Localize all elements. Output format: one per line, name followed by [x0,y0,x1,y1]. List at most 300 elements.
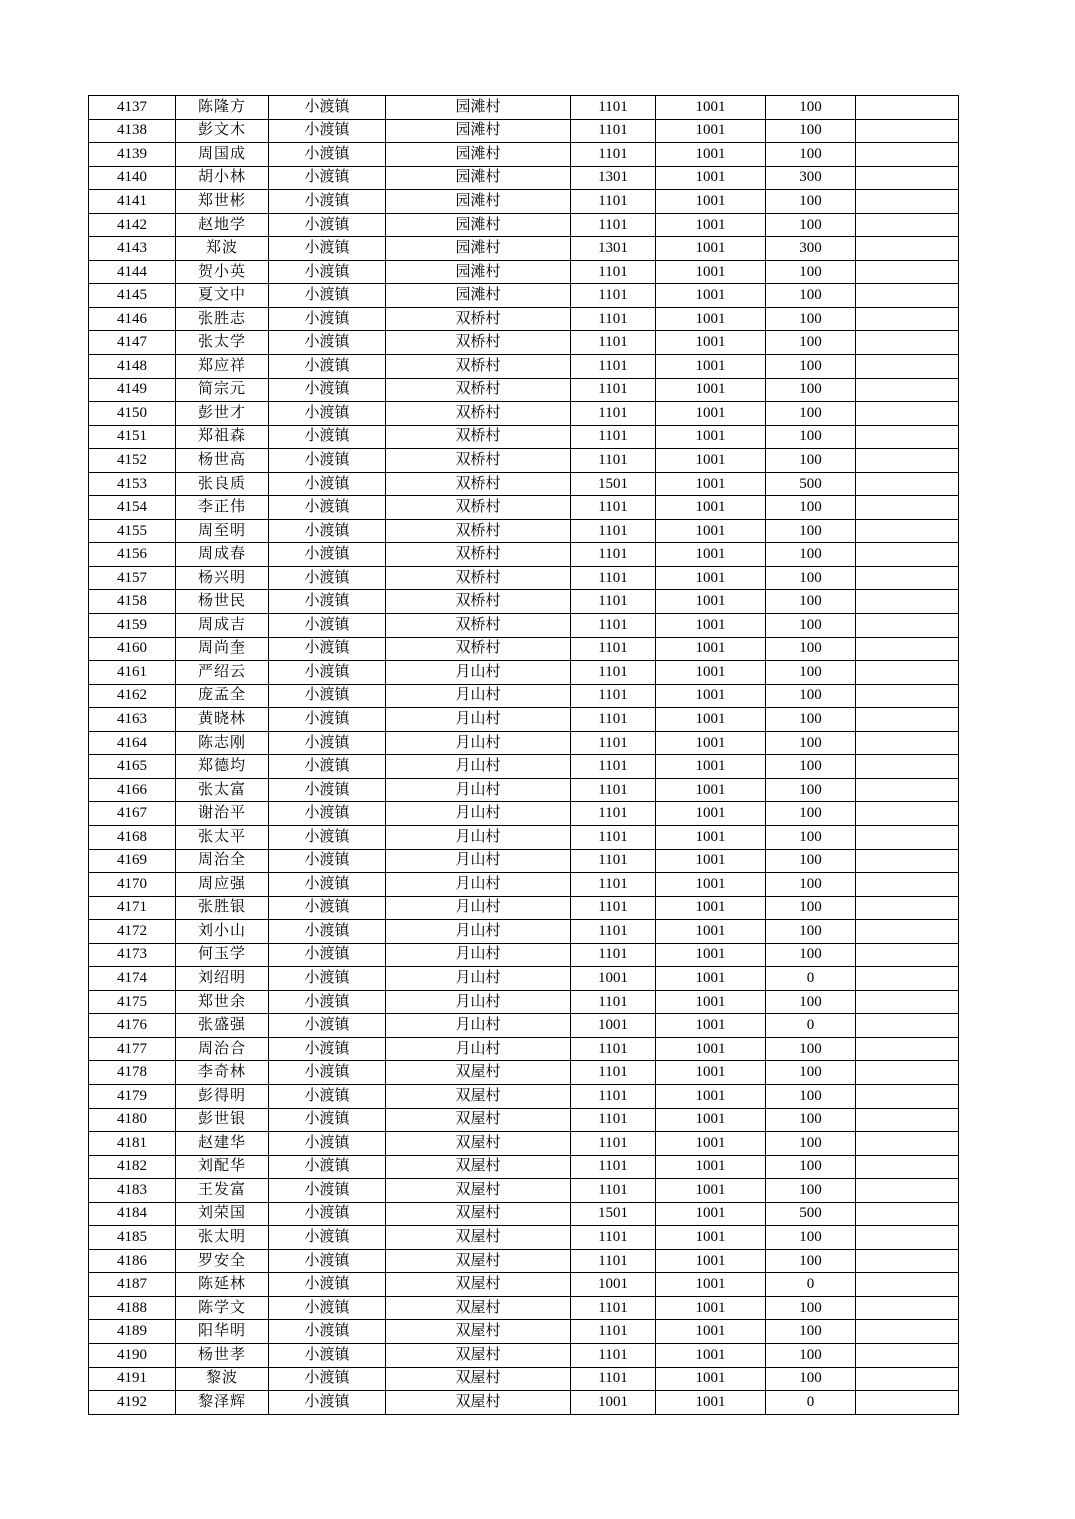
cell-id: 4175 [89,990,176,1014]
cell-id: 4156 [89,543,176,567]
cell-town: 小渡镇 [269,1343,386,1367]
cell-id: 4185 [89,1226,176,1250]
cell-code1: 1101 [571,566,656,590]
cell-code2: 1001 [656,637,766,661]
cell-village: 园滩村 [386,143,571,167]
cell-extra [856,543,959,567]
cell-town: 小渡镇 [269,873,386,897]
table-row [89,967,959,991]
table-row [89,1132,959,1156]
cell-code2: 1001 [656,1320,766,1344]
cell-name: 彭世银 [176,1108,269,1132]
cell-code1: 1101 [571,1179,656,1203]
cell-id: 4169 [89,849,176,873]
cell-extra [856,96,959,120]
cell-extra [856,190,959,214]
cell-name: 张良质 [176,472,269,496]
cell-name: 张胜银 [176,896,269,920]
cell-id: 4166 [89,778,176,802]
cell-id: 4170 [89,873,176,897]
table-row [89,472,959,496]
table-row [89,849,959,873]
cell-extra [856,143,959,167]
cell-amount: 100 [766,896,856,920]
table-row [89,778,959,802]
cell-name: 黎泽辉 [176,1391,269,1415]
cell-extra [856,661,959,685]
table-row [89,1014,959,1038]
table-row [89,731,959,755]
cell-code1: 1101 [571,1084,656,1108]
cell-name: 黄晓林 [176,708,269,732]
cell-amount: 100 [766,684,856,708]
cell-code2: 1001 [656,614,766,638]
cell-id: 4165 [89,755,176,779]
table-row [89,237,959,261]
cell-village: 双桥村 [386,637,571,661]
cell-code1: 1101 [571,1132,656,1156]
cell-id: 4187 [89,1273,176,1297]
cell-village: 双屋村 [386,1179,571,1203]
cell-code1: 1101 [571,355,656,379]
cell-id: 4174 [89,967,176,991]
table-row [89,543,959,567]
cell-code1: 1101 [571,990,656,1014]
cell-name: 刘绍明 [176,967,269,991]
cell-name: 郑世彬 [176,190,269,214]
cell-town: 小渡镇 [269,119,386,143]
cell-extra [856,1273,959,1297]
cell-village: 月山村 [386,896,571,920]
cell-village: 月山村 [386,920,571,944]
cell-amount: 100 [766,825,856,849]
cell-town: 小渡镇 [269,661,386,685]
table-row [89,213,959,237]
cell-name: 赵建华 [176,1132,269,1156]
cell-amount: 100 [766,1061,856,1085]
cell-extra [856,1320,959,1344]
cell-town: 小渡镇 [269,378,386,402]
cell-village: 月山村 [386,778,571,802]
cell-id: 4158 [89,590,176,614]
cell-amount: 500 [766,1202,856,1226]
cell-code2: 1001 [656,1061,766,1085]
cell-amount: 100 [766,213,856,237]
cell-village: 月山村 [386,802,571,826]
cell-extra [856,449,959,473]
cell-town: 小渡镇 [269,1037,386,1061]
cell-code1: 1101 [571,402,656,426]
cell-code2: 1001 [656,967,766,991]
table-row [89,449,959,473]
cell-id: 4146 [89,307,176,331]
cell-amount: 100 [766,614,856,638]
cell-town: 小渡镇 [269,1367,386,1391]
cell-village: 双屋村 [386,1108,571,1132]
cell-id: 4159 [89,614,176,638]
cell-amount: 100 [766,590,856,614]
cell-name: 周应强 [176,873,269,897]
cell-name: 郑应祥 [176,355,269,379]
cell-village: 月山村 [386,943,571,967]
table-container [88,95,959,1415]
cell-village: 双屋村 [386,1391,571,1415]
cell-code2: 1001 [656,755,766,779]
cell-id: 4155 [89,519,176,543]
cell-amount: 100 [766,355,856,379]
cell-id: 4163 [89,708,176,732]
cell-code2: 1001 [656,1226,766,1250]
cell-town: 小渡镇 [269,402,386,426]
cell-name: 陈志刚 [176,731,269,755]
cell-extra [856,1296,959,1320]
cell-id: 4171 [89,896,176,920]
cell-village: 园滩村 [386,237,571,261]
cell-village: 月山村 [386,731,571,755]
cell-village: 双桥村 [386,378,571,402]
cell-extra [856,260,959,284]
cell-id: 4152 [89,449,176,473]
table-row [89,943,959,967]
cell-code1: 1101 [571,1037,656,1061]
cell-name: 张盛强 [176,1014,269,1038]
cell-extra [856,590,959,614]
cell-town: 小渡镇 [269,260,386,284]
cell-amount: 100 [766,496,856,520]
cell-village: 月山村 [386,708,571,732]
table-row [89,1179,959,1203]
cell-code2: 1001 [656,378,766,402]
cell-code1: 1101 [571,1367,656,1391]
cell-amount: 100 [766,755,856,779]
table-row [89,355,959,379]
cell-amount: 100 [766,566,856,590]
cell-code2: 1001 [656,1132,766,1156]
cell-amount: 100 [766,1132,856,1156]
cell-extra [856,873,959,897]
cell-village: 月山村 [386,990,571,1014]
table-row [89,519,959,543]
cell-town: 小渡镇 [269,96,386,120]
cell-town: 小渡镇 [269,496,386,520]
cell-code2: 1001 [656,708,766,732]
cell-village: 月山村 [386,755,571,779]
cell-village: 园滩村 [386,96,571,120]
cell-code2: 1001 [656,284,766,308]
cell-amount: 100 [766,543,856,567]
cell-village: 双屋村 [386,1132,571,1156]
table-row [89,661,959,685]
cell-village: 双桥村 [386,355,571,379]
cell-id: 4154 [89,496,176,520]
cell-amount: 100 [766,190,856,214]
cell-code1: 1101 [571,802,656,826]
cell-amount: 100 [766,943,856,967]
cell-name: 周治全 [176,849,269,873]
cell-amount: 100 [766,1108,856,1132]
cell-code2: 1001 [656,943,766,967]
cell-amount: 100 [766,284,856,308]
cell-name: 夏文中 [176,284,269,308]
cell-village: 双屋村 [386,1367,571,1391]
cell-name: 周尚奎 [176,637,269,661]
cell-code2: 1001 [656,307,766,331]
cell-code1: 1101 [571,943,656,967]
cell-town: 小渡镇 [269,237,386,261]
cell-code2: 1001 [656,190,766,214]
cell-extra [856,1084,959,1108]
cell-amount: 100 [766,143,856,167]
cell-code1: 1101 [571,1343,656,1367]
cell-village: 双屋村 [386,1061,571,1085]
cell-name: 周成吉 [176,614,269,638]
cell-name: 郑波 [176,237,269,261]
cell-code2: 1001 [656,566,766,590]
cell-name: 周治合 [176,1037,269,1061]
cell-amount: 100 [766,1226,856,1250]
cell-code2: 1001 [656,778,766,802]
cell-extra [856,896,959,920]
cell-code2: 1001 [656,1037,766,1061]
cell-extra [856,1132,959,1156]
cell-code2: 1001 [656,1296,766,1320]
cell-village: 双桥村 [386,566,571,590]
cell-code2: 1001 [656,331,766,355]
cell-town: 小渡镇 [269,825,386,849]
cell-code1: 1101 [571,543,656,567]
cell-town: 小渡镇 [269,849,386,873]
cell-village: 月山村 [386,825,571,849]
cell-extra [856,1226,959,1250]
table-row [89,143,959,167]
cell-extra [856,731,959,755]
cell-id: 4183 [89,1179,176,1203]
cell-village: 双桥村 [386,614,571,638]
cell-town: 小渡镇 [269,990,386,1014]
cell-code2: 1001 [656,1367,766,1391]
table-row [89,1249,959,1273]
table-row [89,1037,959,1061]
cell-extra [856,1014,959,1038]
cell-town: 小渡镇 [269,708,386,732]
cell-amount: 100 [766,260,856,284]
cell-code1: 1101 [571,190,656,214]
table-row [89,1391,959,1415]
cell-name: 黎波 [176,1367,269,1391]
cell-town: 小渡镇 [269,213,386,237]
cell-code2: 1001 [656,873,766,897]
cell-name: 杨世民 [176,590,269,614]
cell-id: 4151 [89,425,176,449]
cell-extra [856,119,959,143]
cell-village: 双桥村 [386,307,571,331]
cell-village: 双屋村 [386,1343,571,1367]
cell-code2: 1001 [656,96,766,120]
cell-code2: 1001 [656,402,766,426]
cell-name: 张太明 [176,1226,269,1250]
cell-code2: 1001 [656,1179,766,1203]
cell-code1: 1101 [571,1320,656,1344]
cell-amount: 0 [766,1273,856,1297]
cell-extra [856,1037,959,1061]
cell-extra [856,802,959,826]
cell-name: 杨兴明 [176,566,269,590]
cell-extra [856,566,959,590]
cell-amount: 100 [766,449,856,473]
cell-code2: 1001 [656,1249,766,1273]
cell-village: 园滩村 [386,260,571,284]
cell-town: 小渡镇 [269,472,386,496]
cell-code1: 1101 [571,849,656,873]
cell-village: 双桥村 [386,331,571,355]
cell-extra [856,943,959,967]
table-row [89,1367,959,1391]
cell-code1: 1301 [571,166,656,190]
table-row [89,378,959,402]
cell-village: 双桥村 [386,590,571,614]
cell-town: 小渡镇 [269,543,386,567]
cell-code1: 1301 [571,237,656,261]
cell-code1: 1101 [571,1226,656,1250]
cell-village: 双桥村 [386,472,571,496]
cell-amount: 500 [766,472,856,496]
cell-name: 王发富 [176,1179,269,1203]
cell-name: 胡小林 [176,166,269,190]
cell-amount: 0 [766,1391,856,1415]
table-row [89,1296,959,1320]
cell-code2: 1001 [656,449,766,473]
cell-extra [856,1391,959,1415]
cell-name: 张太学 [176,331,269,355]
cell-extra [856,684,959,708]
cell-village: 园滩村 [386,190,571,214]
cell-name: 周至明 [176,519,269,543]
cell-code1: 1001 [571,967,656,991]
cell-code1: 1101 [571,708,656,732]
cell-id: 4191 [89,1367,176,1391]
cell-town: 小渡镇 [269,614,386,638]
cell-village: 园滩村 [386,166,571,190]
table-row [89,96,959,120]
cell-code2: 1001 [656,661,766,685]
table-row [89,802,959,826]
cell-village: 园滩村 [386,284,571,308]
cell-code1: 1101 [571,731,656,755]
table-row [89,1084,959,1108]
cell-id: 4178 [89,1061,176,1085]
cell-town: 小渡镇 [269,1296,386,1320]
cell-id: 4139 [89,143,176,167]
cell-town: 小渡镇 [269,449,386,473]
cell-extra [856,990,959,1014]
cell-town: 小渡镇 [269,920,386,944]
cell-town: 小渡镇 [269,1249,386,1273]
cell-extra [856,849,959,873]
cell-name: 何玉学 [176,943,269,967]
table-row [89,166,959,190]
cell-amount: 100 [766,778,856,802]
cell-town: 小渡镇 [269,1132,386,1156]
cell-village: 双屋村 [386,1226,571,1250]
cell-town: 小渡镇 [269,143,386,167]
cell-town: 小渡镇 [269,637,386,661]
cell-village: 月山村 [386,684,571,708]
cell-village: 月山村 [386,1037,571,1061]
cell-code2: 1001 [656,731,766,755]
cell-name: 张太富 [176,778,269,802]
cell-amount: 100 [766,331,856,355]
table-body [89,96,959,1415]
cell-id: 4162 [89,684,176,708]
cell-name: 庞孟全 [176,684,269,708]
cell-amount: 100 [766,1320,856,1344]
cell-code2: 1001 [656,802,766,826]
cell-village: 双屋村 [386,1084,571,1108]
cell-extra [856,967,959,991]
cell-town: 小渡镇 [269,590,386,614]
cell-village: 双屋村 [386,1249,571,1273]
table-row [89,1226,959,1250]
cell-extra [856,307,959,331]
cell-id: 4157 [89,566,176,590]
cell-amount: 100 [766,402,856,426]
cell-id: 4177 [89,1037,176,1061]
cell-id: 4140 [89,166,176,190]
cell-code2: 1001 [656,519,766,543]
cell-extra [856,378,959,402]
cell-code1: 1001 [571,1014,656,1038]
table-row [89,331,959,355]
table-row [89,590,959,614]
cell-code2: 1001 [656,1273,766,1297]
cell-id: 4148 [89,355,176,379]
cell-code2: 1001 [656,472,766,496]
cell-name: 贺小英 [176,260,269,284]
cell-name: 阳华明 [176,1320,269,1344]
cell-code2: 1001 [656,1108,766,1132]
cell-name: 赵地学 [176,213,269,237]
cell-code2: 1001 [656,1155,766,1179]
cell-village: 双桥村 [386,425,571,449]
cell-amount: 100 [766,1296,856,1320]
cell-code1: 1101 [571,661,656,685]
cell-amount: 100 [766,119,856,143]
cell-name: 刘荣国 [176,1202,269,1226]
table-row [89,614,959,638]
cell-id: 4164 [89,731,176,755]
cell-town: 小渡镇 [269,1061,386,1085]
cell-town: 小渡镇 [269,1155,386,1179]
cell-code1: 1101 [571,614,656,638]
cell-town: 小渡镇 [269,166,386,190]
table-row [89,1273,959,1297]
cell-extra [856,213,959,237]
cell-amount: 100 [766,920,856,944]
table-row [89,684,959,708]
cell-id: 4143 [89,237,176,261]
cell-extra [856,1179,959,1203]
cell-code1: 1101 [571,284,656,308]
table-row [89,402,959,426]
cell-extra [856,284,959,308]
cell-name: 李正伟 [176,496,269,520]
cell-town: 小渡镇 [269,425,386,449]
cell-name: 张太平 [176,825,269,849]
cell-village: 双桥村 [386,496,571,520]
cell-amount: 100 [766,1155,856,1179]
cell-name: 周国成 [176,143,269,167]
cell-extra [856,1061,959,1085]
